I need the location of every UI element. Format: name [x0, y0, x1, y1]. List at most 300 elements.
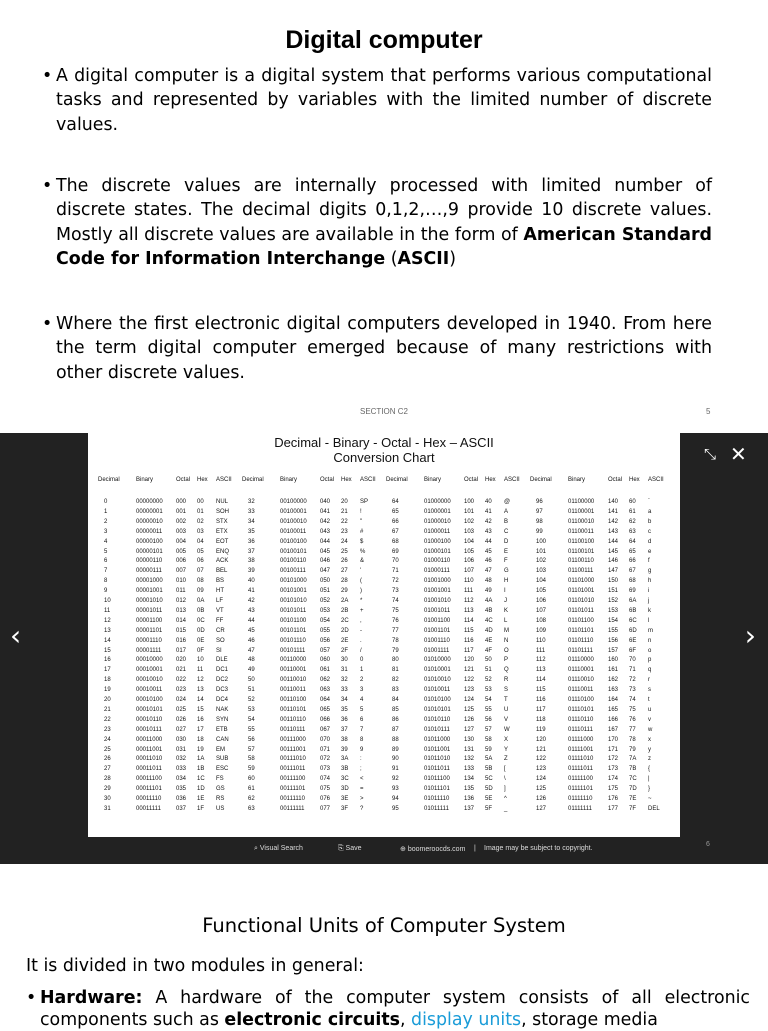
- decimal-cell: 119: [536, 726, 546, 733]
- binary-cell: 00001010: [136, 598, 163, 604]
- hex-cell: 4E: [485, 637, 493, 644]
- binary-cell: 00101010: [280, 598, 307, 604]
- octal-cell: 132: [464, 756, 475, 763]
- ascii-cell: P: [504, 657, 509, 664]
- binary-cell: 00000011: [136, 528, 163, 535]
- decimal-cell: 1: [104, 508, 108, 515]
- binary-cell: 00111110: [280, 796, 305, 802]
- hex-cell: 45: [485, 548, 492, 555]
- binary-cell: 01000110: [424, 558, 451, 565]
- octal-cell: 166: [608, 716, 619, 723]
- ascii-cell: VT: [216, 607, 224, 614]
- source-label: boomeroocds.com: [407, 846, 466, 853]
- ascii-abbr: ASCII: [397, 248, 450, 269]
- hex-cell: 76: [629, 716, 636, 723]
- octal-cell: 164: [608, 697, 619, 703]
- decimal-cell: 106: [536, 598, 547, 604]
- hex-cell: 4C: [485, 617, 493, 624]
- binary-cell: 00011000: [136, 736, 163, 743]
- hex-cell: 2C: [341, 617, 349, 624]
- decimal-cell: 46: [248, 637, 255, 644]
- bullet-text: A digital computer is a digital system that performs various computational tasks and represented by variables with the limited number of discrete values.: [56, 66, 712, 135]
- binary-cell: 01001111: [424, 647, 450, 654]
- binary-cell: 00001001: [136, 588, 163, 595]
- binary-cell: 01100000: [568, 499, 595, 505]
- octal-cell: 004: [176, 538, 187, 545]
- decimal-cell: 92: [392, 776, 399, 783]
- binary-cell: 01110110: [568, 716, 594, 723]
- octal-cell: 042: [320, 518, 331, 525]
- octal-cell: 051: [320, 588, 331, 595]
- binary-cell: 00100001: [280, 508, 307, 515]
- decimal-cell: 85: [392, 706, 399, 713]
- octal-cell: 143: [608, 528, 619, 535]
- ascii-cell: -: [360, 627, 362, 634]
- octal-cell: 062: [320, 677, 331, 684]
- binary-cell: 01011100: [424, 776, 450, 783]
- octal-cell: 102: [464, 518, 475, 525]
- hex-cell: 3B: [341, 766, 349, 773]
- column-header: ASCII: [360, 477, 376, 483]
- decimal-cell: 27: [104, 766, 111, 773]
- ascii-cell: 5: [360, 706, 364, 713]
- octal-cell: 076: [320, 796, 331, 802]
- ascii-cell: ESC: [216, 766, 229, 773]
- ascii-cell: CR: [216, 627, 225, 634]
- hex-cell: 66: [629, 558, 636, 565]
- ascii-cell: U: [504, 706, 509, 713]
- octal-cell: 174: [608, 776, 619, 783]
- bullet-discrete-values: [42, 174, 713, 271]
- decimal-cell: 19: [104, 687, 111, 694]
- octal-cell: 024: [176, 697, 187, 703]
- binary-cell: 00011011: [136, 766, 162, 773]
- hex-cell: 17: [197, 726, 204, 733]
- ascii-cell: s: [648, 687, 651, 694]
- binary-cell: 01110101: [568, 706, 594, 713]
- decimal-cell: 11: [104, 607, 111, 614]
- ascii-cell: CAN: [216, 736, 229, 743]
- hex-cell: 07: [197, 568, 204, 575]
- ascii-cell: DLE: [216, 657, 228, 664]
- hex-cell: 60: [629, 499, 636, 505]
- decimal-cell: 21: [104, 706, 111, 713]
- decimal-cell: 76: [392, 617, 399, 624]
- ascii-cell: ACK: [216, 558, 229, 565]
- octal-cell: 116: [464, 637, 474, 644]
- ascii-cell: W: [504, 726, 510, 733]
- decimal-cell: 10: [104, 598, 111, 604]
- decimal-cell: 99: [536, 528, 543, 535]
- decimal-cell: 75: [392, 607, 399, 614]
- ascii-cell: NUL: [216, 499, 229, 505]
- octal-cell: 114: [464, 617, 474, 624]
- octal-cell: 124: [464, 697, 475, 703]
- octal-cell: 170: [608, 736, 619, 743]
- binary-cell: 00110001: [280, 667, 307, 674]
- ascii-cell: LF: [216, 598, 224, 604]
- ascii-cell: B: [504, 518, 509, 525]
- hex-cell: 13: [197, 687, 204, 694]
- ascii-cell: DC1: [216, 667, 229, 674]
- binary-cell: 00000010: [136, 518, 163, 525]
- octal-cell: 176: [608, 796, 619, 802]
- decimal-cell: 8: [104, 578, 108, 585]
- octal-cell: 000: [176, 499, 187, 505]
- binary-cell: 00010101: [136, 706, 163, 713]
- ascii-cell: EM: [216, 746, 225, 753]
- decimal-cell: 30: [104, 796, 111, 802]
- hex-cell: 18: [197, 736, 204, 743]
- decimal-cell: 93: [392, 786, 399, 793]
- decimal-cell: 111: [536, 647, 546, 654]
- octal-cell: 061: [320, 667, 331, 674]
- ascii-cell: 6: [360, 716, 364, 723]
- column-header: Hex: [485, 477, 496, 483]
- octal-cell: 050: [320, 578, 331, 585]
- octal-cell: 054: [320, 617, 331, 624]
- hex-cell: 7B: [629, 766, 637, 773]
- octal-cell: 126: [464, 716, 475, 723]
- binary-cell: 01100111: [568, 568, 594, 575]
- collapse-icon[interactable]: ⤡: [704, 445, 717, 463]
- octal-cell: 133: [464, 766, 475, 773]
- ascii-cell: >: [360, 796, 364, 802]
- octal-cell: 131: [464, 746, 475, 753]
- hex-cell: 35: [341, 706, 348, 713]
- hex-cell: 3C: [341, 776, 349, 783]
- hex-cell: 5B: [485, 766, 493, 773]
- octal-cell: 067: [320, 726, 331, 733]
- decimal-cell: 108: [536, 617, 547, 624]
- decimal-cell: 16: [104, 657, 111, 664]
- ascii-cell: I: [504, 588, 506, 595]
- ascii-cell: .: [360, 637, 362, 644]
- decimal-cell: 58: [248, 756, 255, 763]
- binary-cell: 00100110: [280, 558, 307, 565]
- column-header: ASCII: [216, 477, 232, 483]
- binary-cell: 00111010: [280, 756, 306, 763]
- ascii-cell: SOH: [216, 508, 230, 515]
- ascii-cell: `: [648, 499, 650, 505]
- hex-cell: 20: [341, 499, 348, 505]
- decimal-cell: 43: [248, 607, 255, 614]
- decimal-cell: 44: [248, 617, 255, 624]
- column-header: Binary: [280, 477, 298, 483]
- octal-cell: 137: [464, 805, 475, 812]
- hex-cell: 49: [485, 588, 492, 595]
- octal-cell: 012: [176, 598, 187, 604]
- column-header: Octal: [608, 477, 623, 483]
- hex-cell: 00: [197, 499, 204, 505]
- slide-title: Digital computer: [285, 26, 483, 54]
- next-image-icon[interactable]: ›: [744, 619, 756, 652]
- binary-cell: 00010001: [136, 667, 163, 674]
- ascii-cell: L: [504, 617, 508, 624]
- hex-cell: 53: [485, 687, 492, 694]
- visual-search-button[interactable]: [254, 845, 303, 853]
- octal-cell: 047: [320, 568, 331, 575]
- hex-cell: 5A: [485, 756, 493, 763]
- decimal-cell: 18: [104, 677, 111, 684]
- ascii-cell: O: [504, 647, 509, 654]
- hardware-label: Hardware:: [40, 988, 143, 1008]
- decimal-cell: 15: [104, 647, 111, 654]
- decimal-cell: 17: [104, 667, 111, 674]
- hex-cell: 6E: [629, 637, 637, 644]
- decimal-cell: 126: [536, 796, 547, 802]
- decimal-cell: 77: [392, 627, 399, 634]
- hex-cell: 62: [629, 518, 636, 525]
- octal-cell: 130: [464, 736, 475, 743]
- binary-cell: 00111001: [280, 746, 306, 753]
- hex-cell: 78: [629, 736, 636, 743]
- octal-cell: 030: [176, 736, 187, 743]
- octal-cell: 173: [608, 766, 619, 773]
- octal-cell: 122: [464, 677, 475, 684]
- hex-cell: 31: [341, 667, 348, 674]
- intro-text: It is divided in two modules in general:: [26, 956, 364, 976]
- decimal-cell: 63: [248, 805, 255, 812]
- ascii-cell: ?: [360, 805, 364, 812]
- octal-cell: 105: [464, 548, 475, 555]
- hex-cell: 0A: [197, 598, 205, 604]
- octal-cell: 121: [464, 667, 475, 674]
- binary-cell: 00010010: [136, 677, 163, 684]
- hex-cell: 1C: [197, 776, 205, 783]
- ascii-cell: 0: [360, 657, 364, 664]
- ascii-cell: 3: [360, 687, 364, 694]
- column-header: ASCII: [648, 477, 664, 483]
- hex-cell: 3F: [341, 805, 349, 812]
- octal-cell: 011: [176, 588, 186, 595]
- octal-cell: 144: [608, 538, 619, 545]
- column-header: ASCII: [504, 477, 520, 483]
- hex-cell: 1F: [197, 805, 205, 812]
- decimal-cell: 22: [104, 716, 111, 723]
- hex-cell: 2B: [341, 607, 349, 614]
- octal-cell: 016: [176, 637, 187, 644]
- hardware-text: , storage media: [521, 1010, 658, 1030]
- ascii-cell: g: [648, 568, 652, 575]
- hex-cell: 15: [197, 706, 204, 713]
- octal-cell: 005: [176, 548, 187, 555]
- decimal-cell: 112: [536, 657, 546, 664]
- decimal-cell: 57: [248, 746, 255, 753]
- decimal-cell: 26: [104, 756, 111, 763]
- hex-cell: 3E: [341, 796, 349, 802]
- decimal-cell: 53: [248, 706, 255, 713]
- hex-cell: 77: [629, 726, 636, 733]
- ascii-cell: SO: [216, 637, 225, 644]
- binary-cell: 01011110: [424, 796, 450, 802]
- octal-cell: 175: [608, 786, 619, 793]
- decimal-cell: 6: [104, 558, 108, 565]
- binary-cell: 01101010: [568, 598, 595, 604]
- octal-cell: 046: [320, 558, 331, 565]
- octal-cell: 113: [464, 607, 474, 614]
- decimal-cell: 103: [536, 568, 547, 575]
- octal-cell: 177: [608, 805, 619, 812]
- decimal-cell: 90: [392, 756, 399, 763]
- hex-cell: 59: [485, 746, 492, 753]
- decimal-cell: 28: [104, 776, 111, 783]
- binary-cell: 01101101: [568, 627, 594, 634]
- decimal-cell: 34: [248, 518, 255, 525]
- ascii-cell: BEL: [216, 568, 228, 575]
- binary-cell: 01101100: [568, 617, 594, 624]
- decimal-cell: 89: [392, 746, 399, 753]
- octal-cell: 146: [608, 558, 619, 565]
- octal-cell: 022: [176, 677, 187, 684]
- octal-cell: 147: [608, 568, 619, 575]
- octal-cell: 013: [176, 607, 187, 614]
- octal-cell: 014: [176, 617, 187, 624]
- binary-cell: 01111010: [568, 756, 594, 763]
- display-units-link[interactable]: display units: [411, 1010, 522, 1030]
- decimal-cell: 123: [536, 766, 547, 773]
- binary-cell: 00001101: [136, 627, 163, 634]
- binary-cell: 01000001: [424, 508, 451, 515]
- save-button[interactable]: [338, 845, 362, 853]
- binary-cell: 01010010: [424, 677, 451, 684]
- hex-cell: 2D: [341, 627, 349, 634]
- decimal-cell: 120: [536, 736, 547, 743]
- decimal-cell: 7: [104, 568, 108, 575]
- hex-cell: 7C: [629, 776, 637, 783]
- octal-cell: 104: [464, 538, 475, 545]
- ascii-cell: i: [648, 588, 650, 595]
- ascii-cell: b: [648, 518, 652, 525]
- hex-cell: 4F: [485, 647, 493, 654]
- hex-cell: 27: [341, 568, 348, 575]
- hex-cell: 5E: [485, 796, 493, 802]
- decimal-cell: 72: [392, 578, 399, 585]
- binary-cell: 00101100: [280, 617, 307, 624]
- bullet-text: Where the first electronic digital computers developed in 1940. From here the term digital computer emerged because of many restrictions with other discrete values.: [56, 314, 712, 383]
- hex-cell: 06: [197, 558, 204, 565]
- ascii-cell: v: [648, 716, 651, 723]
- octal-cell: 007: [176, 568, 187, 575]
- decimal-cell: 3: [104, 528, 108, 535]
- octal-cell: 066: [320, 716, 331, 723]
- binary-cell: 00001100: [136, 617, 163, 624]
- decimal-cell: 68: [392, 538, 399, 545]
- binary-cell: 01100001: [568, 508, 595, 515]
- ascii-cell: R: [504, 677, 509, 684]
- binary-cell: 01010000: [424, 657, 451, 664]
- binary-cell: 01111011: [568, 766, 593, 773]
- decimal-cell: 61: [248, 786, 255, 793]
- ascii-cell: US: [216, 805, 225, 812]
- ascii-cell: A: [504, 508, 509, 515]
- decimal-cell: 29: [104, 786, 111, 793]
- close-icon[interactable]: ✕: [730, 442, 747, 466]
- binary-cell: 01010100: [424, 697, 451, 703]
- binary-cell: 01100110: [568, 558, 594, 565]
- binary-cell: 01110111: [568, 726, 593, 733]
- visual-search-label: Visual Search: [259, 845, 303, 852]
- binary-cell: 01000000: [424, 499, 451, 505]
- binary-cell: 00111011: [280, 766, 306, 773]
- octal-cell: 142: [608, 518, 619, 525]
- hex-cell: 7A: [629, 756, 637, 763]
- hex-cell: 74: [629, 697, 636, 703]
- decimal-cell: 13: [104, 627, 111, 634]
- binary-cell: 00011111: [136, 805, 161, 812]
- binary-cell: 00001000: [136, 578, 163, 585]
- binary-cell: 00000110: [136, 558, 163, 565]
- page-number: 6: [706, 841, 710, 848]
- octal-cell: 052: [320, 598, 331, 604]
- hex-cell: 3D: [341, 786, 349, 793]
- binary-cell: 00010111: [136, 726, 162, 733]
- hex-cell: 65: [629, 548, 636, 555]
- octal-cell: 111: [464, 588, 474, 595]
- previous-image-icon[interactable]: ‹: [10, 619, 22, 652]
- decimal-cell: 104: [536, 578, 547, 585]
- hex-cell: 4D: [485, 627, 493, 634]
- hex-cell: 51: [485, 667, 492, 674]
- decimal-cell: 69: [392, 548, 399, 555]
- octal-cell: 026: [176, 716, 187, 723]
- octal-cell: 010: [176, 578, 187, 585]
- source-link[interactable]: [400, 845, 465, 853]
- decimal-cell: 73: [392, 588, 399, 595]
- binary-cell: 00110111: [280, 726, 306, 733]
- decimal-cell: 33: [248, 508, 255, 515]
- hex-cell: 26: [341, 558, 348, 565]
- decimal-cell: 55: [248, 726, 255, 733]
- hex-cell: 67: [629, 568, 636, 575]
- ascii-conversion-chart: [88, 433, 680, 837]
- hex-cell: 54: [485, 697, 492, 703]
- ascii-cell: DC3: [216, 687, 229, 694]
- ascii-cell: _: [504, 805, 508, 812]
- ascii-cell: :: [360, 756, 362, 763]
- ascii-cell: SP: [360, 499, 369, 505]
- octal-cell: 056: [320, 637, 331, 644]
- ascii-cell: Z: [504, 756, 508, 763]
- octal-cell: 154: [608, 617, 619, 624]
- hex-cell: 1B: [197, 766, 205, 773]
- octal-cell: 134: [464, 776, 475, 783]
- decimal-cell: 42: [248, 598, 255, 604]
- octal-cell: 103: [464, 528, 475, 535]
- octal-cell: 020: [176, 657, 187, 664]
- hex-cell: 52: [485, 677, 492, 684]
- binary-cell: 00010000: [136, 657, 163, 664]
- hex-cell: 29: [341, 588, 348, 595]
- ascii-cell: V: [504, 716, 509, 723]
- ascii-cell: K: [504, 607, 509, 614]
- ascii-cell: p: [648, 657, 652, 664]
- bullet-hardware: [26, 987, 750, 1031]
- hex-cell: 5F: [485, 805, 493, 812]
- hex-cell: 7D: [629, 786, 637, 793]
- ascii-cell: BS: [216, 578, 225, 585]
- binary-cell: 01010001: [424, 667, 451, 674]
- bullet-first-computers: [42, 312, 712, 385]
- ascii-cell: f: [648, 558, 650, 565]
- hex-cell: 2F: [341, 647, 349, 654]
- ascii-cell: ^: [504, 796, 507, 802]
- decimal-cell: 86: [392, 716, 399, 723]
- ascii-cell: u: [648, 706, 652, 713]
- ascii-cell: k: [648, 607, 651, 614]
- binary-cell: 01011001: [424, 746, 451, 753]
- column-header: Decimal: [98, 477, 120, 483]
